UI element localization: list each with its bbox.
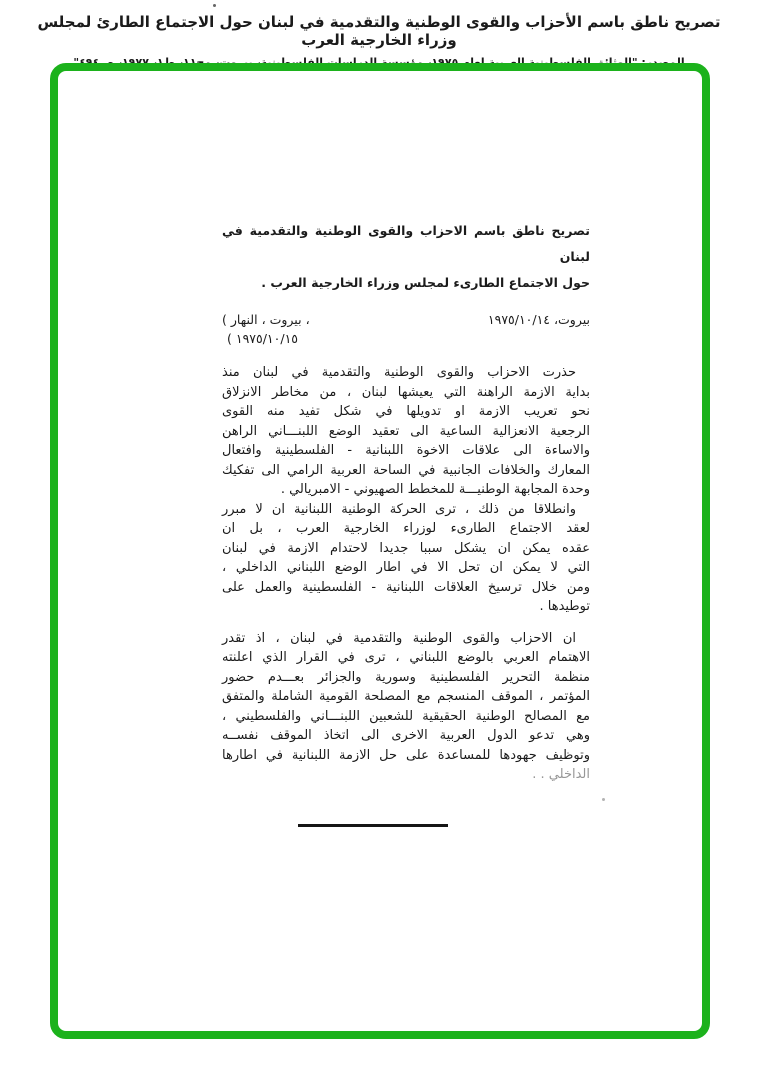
text-line: لعقد الاجتماع الطارىء لوزراء الخارجية العرب ، بل ان: [222, 521, 590, 536]
dateline-newspaper-line1: [222, 312, 362, 327]
text-line: وانطلاقا من ذلك ، ترى الحركة الوطنية اللبنانية ان لا مبرر: [222, 501, 576, 517]
text-line: المؤتمر ، الموقف المنسجم مع المصلحة القومية الشاملة والمتفق: [222, 689, 590, 704]
text-line: الداخلي . .: [532, 767, 590, 782]
text-line: حذرت الاحزاب والقوى الوطنية والتقدمية في لبنان منذ: [222, 365, 576, 380]
text-line: مع المصالح الوطنية الحقيقية للشعبين اللبنـــاني والفلسطيني ،: [222, 708, 590, 724]
text-line: عقده يمكن ان يشكل سببا جديدا لاحتدام الازمة في لبنان: [222, 540, 590, 556]
footer-divider-line: [298, 824, 448, 827]
dateline-token: ،: [261, 312, 266, 327]
paragraph: [222, 629, 590, 785]
green-frame: [50, 63, 710, 1039]
text-line: وتوظيف جهودها للمساعدة على حل الازمة اللبنانية في اطارها: [222, 747, 590, 763]
text-line: توطيدها .: [539, 599, 590, 614]
dateline: [222, 312, 590, 354]
text-line: والاساءة الى علاقات الاخوة اللبنانية - الفلسطينية وافتعال: [222, 443, 590, 458]
scan-speck: [602, 798, 605, 801]
text-line: المعارك والخلافات الجانبية في الساحة العربية الرامي الى تفكيك: [222, 462, 590, 478]
document-body: [222, 363, 590, 785]
text-line: التي لا يمكن ان تحل الا في اطار الوضع اللبناني الداخلي ،: [222, 560, 590, 575]
dateline-token: (: [222, 312, 227, 327]
text-line: وحدة المجابهة الوطنيـــة للمخطط الصهيوني - الامبريالي .: [280, 482, 590, 497]
header-title: تصريح ناطق باسم الأحزاب والقوى الوطنية والتقدمية في لبنان حول الاجتماع الطارئ لمجلس وزراء الخارجية العرب: [37, 13, 721, 49]
document-title: [222, 218, 590, 296]
document-title-line: حول الاجتماع الطارىء لمجلس وزراء الخارجية العرب .: [261, 275, 590, 290]
dateline-token: ،: [305, 312, 310, 327]
text-line: بداية الازمة الراهنة التي يعيشها لبنان ، من مخاطر الانزلاق: [222, 384, 590, 400]
dateline-newspaper-ref: [222, 312, 362, 346]
text-line: ومن خلال ترسيخ العلاقات اللبنانية - الفلسطينية والعمل على: [222, 579, 590, 595]
text-line: نحو تعريب الازمة او تدويلها في شكل تفيد منه القوى: [222, 404, 590, 419]
text-line: الاهتمام العربي بالوضع اللبناني ، ترى في القرار الذي اعلنته: [222, 650, 590, 665]
paragraph: [222, 363, 590, 500]
dateline-token: النهار: [230, 312, 258, 327]
text-line: منظمة التحرير الفلسطينية وسورية والجزائر بعـــدم حضور: [222, 669, 590, 685]
text-line: وهي تدعو الدول العربية الاخرى الى اتخاذ الموقف نفســه: [222, 728, 590, 743]
text-line: الرجعية الانعزالية الساعية الى تعقيد الوضع اللبنـــاني الراهن: [222, 423, 590, 439]
dateline-newspaper-line2: ( ١٩٧٥/١٠/١٥: [227, 331, 298, 346]
dateline-token: بيروت: [269, 312, 302, 327]
text-line: ان الاحزاب والقوى الوطنية والتقدمية في لبنان ، اذ تقدر: [222, 630, 576, 646]
scanned-document: [222, 218, 590, 785]
document-title-line: تصريح ناطق باسم الاحزاب والقوى الوطنية والتقدمية في لبنان: [222, 223, 590, 264]
scan-speck-top: [213, 4, 216, 7]
page-header: [0, 0, 758, 69]
dateline-city-date: بيروت، ١٩٧٥/١٠/١٤: [487, 312, 590, 327]
paragraph: [222, 500, 590, 617]
